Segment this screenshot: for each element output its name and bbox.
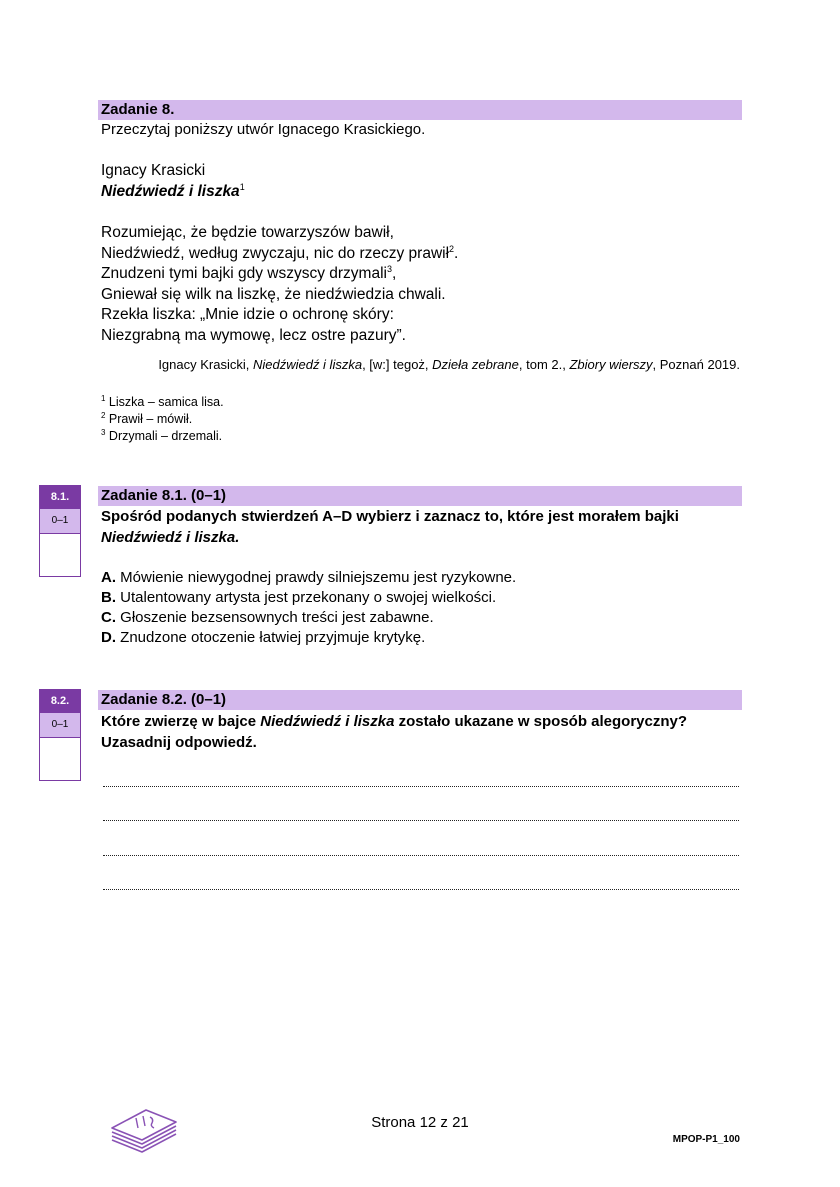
task81-points: 0–1 [40, 508, 80, 534]
task81-header: Zadanie 8.1. (0–1) [98, 486, 742, 506]
option-a[interactable]: A. Mówienie niewygodnej prawdy silniejszemu jest ryzykowne. [101, 569, 517, 586]
document-code: MPOP-P1_100 [672, 1134, 740, 1145]
footnote: $^2$ Prawił – mówił. [101, 410, 193, 426]
answer-line[interactable] [103, 819, 739, 821]
option-b[interactable]: B. Utalentowany artysta jest przekonany o swojej wielkości. [101, 589, 497, 606]
task81-question: Spośród podanych stwierdzeń A–D wybierz i zaznacz to, które jest morałem bajki [101, 508, 679, 525]
task82-points: 0–1 [40, 712, 80, 738]
task81-number: 8.1. [40, 486, 80, 508]
poem-line: Rzekła liszka: „Mnie idzie o ochronę skóry: [101, 306, 394, 323]
poem-title: Niedźwiedź i liszka$^1$ [101, 181, 245, 200]
poem-citation: Ignacy Krasicki, Niedźwiedź i liszka, [w:] tegoż, Dzieła zebrane, tom 2., Zbiory wierszy, Poznań 2019. [158, 357, 740, 372]
page-number: Strona 12 z 21 [371, 1114, 469, 1131]
task81-score-box [39, 485, 81, 577]
poem-line: Niezgrabną ma wymowę, lecz ostre pazury”. [101, 327, 406, 344]
task8-header: Zadanie 8. [98, 100, 742, 120]
task82-header: Zadanie 8.2. (0–1) [98, 690, 742, 710]
cke-logo [108, 1104, 180, 1158]
task8-instruction: Przeczytaj poniższy utwór Ignacego Krasickiego. [101, 121, 426, 138]
option-d[interactable]: D. Znudzone otoczenie łatwiej przyjmuje krytykę. [101, 629, 426, 646]
task82-score-field[interactable] [40, 738, 80, 780]
task82-question: Które zwierzę w bajce Niedźwiedź i liszka zostało ukazane w sposób alegoryczny? [101, 713, 688, 730]
footnote: $^3$ Drzymali – drzemali. [101, 427, 223, 443]
task81-question-title: Niedźwiedź i liszka. [101, 529, 240, 546]
option-c[interactable]: C. Głoszenie bezsensownych treści jest zabawne. [101, 609, 434, 626]
answer-line[interactable] [103, 888, 739, 890]
poem-line: Rozumiejąc, że będzie towarzyszów bawił, [101, 224, 394, 241]
poem-author: Ignacy Krasicki [101, 162, 206, 179]
answer-line[interactable] [103, 854, 739, 856]
poem-line: Niedźwiedź, według zwyczaju, nic do rzeczy prawił$^2$. [101, 243, 459, 262]
task82-score-box [39, 689, 81, 781]
task82-question-line2: Uzasadnij odpowiedź. [101, 734, 257, 751]
answer-line[interactable] [103, 785, 739, 787]
task81-score-field[interactable] [40, 534, 80, 576]
poem-line: Gniewał się wilk na liszkę, że niedźwiedzia chwali. [101, 286, 446, 303]
footnote: $^1$ Liszka – samica lisa. [101, 393, 224, 409]
poem-line: Znudzeni tymi bajki gdy wszyscy drzymali$^3$, [101, 263, 397, 282]
task82-number: 8.2. [40, 690, 80, 712]
